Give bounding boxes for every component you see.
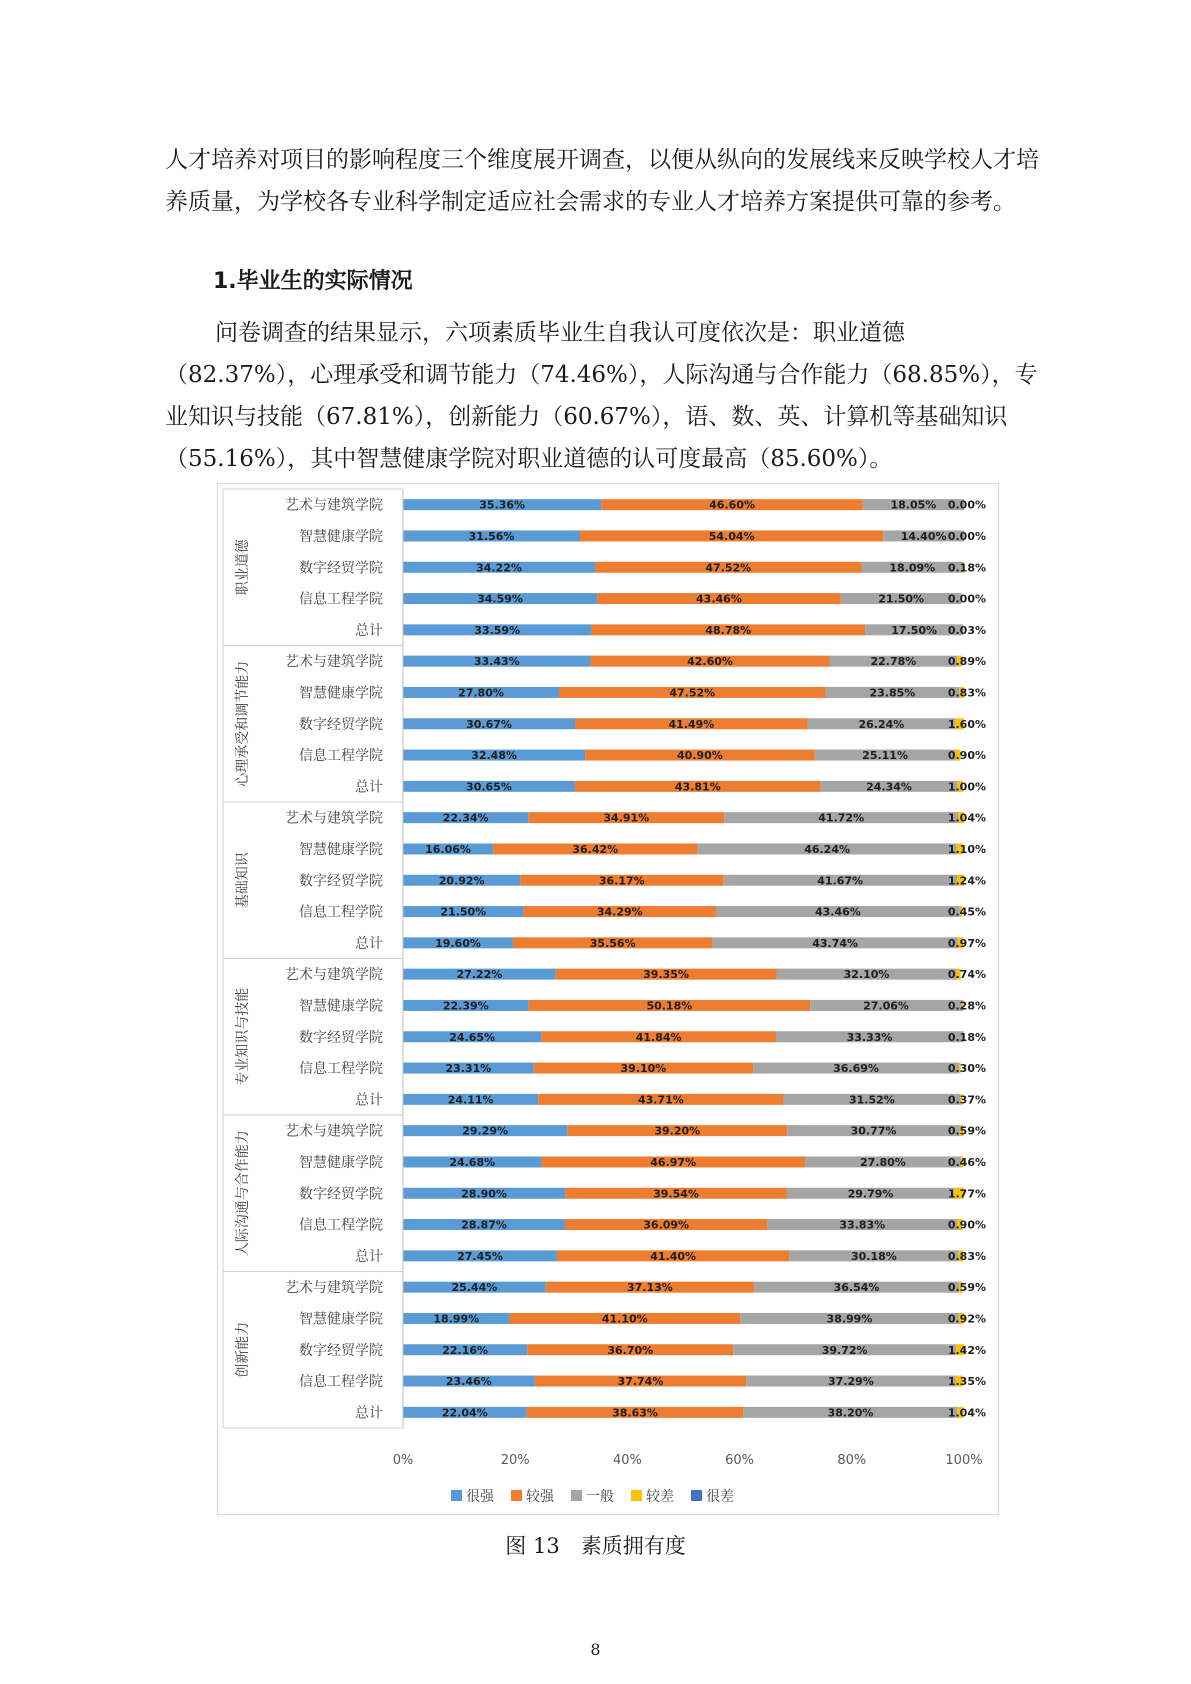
data-label: 41.67% [817,874,864,888]
data-label: 25.44% [451,1281,498,1295]
data-label: 43.46% [814,905,861,919]
data-label: 22.39% [442,999,489,1013]
row-label: 总计 [355,935,383,952]
data-label: 41.40% [650,1249,697,1263]
data-label: 22.78% [870,655,917,669]
row-label: 艺术与建筑学院 [285,1280,383,1297]
data-label: 34.91% [603,811,650,825]
data-label: 27.45% [457,1249,503,1263]
row-label: 艺术与建筑学院 [285,497,383,514]
data-label: 38.99% [826,1312,873,1326]
data-label: 14.40% [900,529,947,543]
section-heading: 1.毕业生的实际情况 [213,269,413,294]
data-label: 31.52% [848,1093,895,1107]
data-label: 1.60% [947,717,986,731]
data-label: 0.90% [947,749,986,763]
data-label: 23.46% [445,1375,492,1389]
legend-label: 较强 [526,1489,554,1505]
data-label: 39.54% [653,1187,699,1201]
data-label: 30.67% [466,717,512,731]
figure-caption: 图 13 素质拥有度 [505,1534,686,1558]
data-label: 25.11% [862,749,909,763]
group-label: 专业知识与技能 [235,987,251,1086]
data-label: 27.80% [458,686,504,700]
data-label: 24.65% [449,1030,496,1044]
data-label: 38.63% [612,1406,658,1420]
data-label: 43.81% [674,780,721,794]
row-label: 艺术与建筑学院 [285,810,383,827]
data-label: 43.71% [637,1093,684,1107]
data-label: 37.29% [828,1375,874,1389]
group-label: 职业道德 [235,539,251,596]
legend-label: 很差 [706,1489,734,1505]
data-label: 48.78% [705,623,752,637]
data-label: 1.04% [947,811,986,825]
row-label: 信息工程学院 [299,1217,383,1234]
data-label: 39.35% [643,968,689,982]
data-label: 33.43% [473,655,520,669]
data-label: 27.22% [456,968,503,982]
legend-label: 一般 [586,1489,614,1505]
data-label: 26.24% [858,717,905,731]
legend-label: 较差 [646,1489,674,1505]
x-tick-label: 100% [945,1453,983,1468]
row-label: 智慧健康学院 [299,998,383,1015]
data-label: 0.37% [947,1093,986,1107]
data-label: 0.28% [947,999,986,1013]
data-label: 33.59% [474,623,521,637]
data-label: 0.00% [947,529,986,543]
data-label: 31.56% [468,529,515,543]
data-label: 30.77% [850,1124,897,1138]
data-label: 39.20% [654,1124,701,1138]
row-label: 信息工程学院 [299,748,383,765]
data-label: 43.74% [812,936,859,950]
row-label: 数字经贸学院 [299,1029,383,1046]
data-label: 1.04% [947,1406,986,1420]
data-label: 43.46% [696,592,742,606]
row-label: 数字经贸学院 [299,716,383,733]
data-label: 41.10% [601,1312,648,1326]
data-label: 29.79% [847,1187,894,1201]
data-label: 46.97% [650,1155,697,1169]
data-label: 22.16% [442,1343,489,1357]
data-label: 1.35% [947,1375,986,1389]
row-label: 总计 [355,622,383,639]
data-label: 33.33% [846,1030,893,1044]
data-label: 36.17% [598,874,645,888]
legend-label: 很强 [466,1489,494,1505]
data-label: 0.00% [947,592,986,606]
data-label: 1.77% [947,1187,986,1201]
data-label: 37.74% [617,1375,664,1389]
group-label: 人际沟通与合作能力 [235,1130,251,1257]
page-number: 8 [590,1640,601,1659]
data-label: 0.59% [947,1281,986,1295]
row-label: 智慧健康学院 [299,685,383,702]
data-label: 0.83% [947,1249,986,1263]
data-label: 18.99% [433,1312,480,1326]
data-label: 35.56% [589,936,636,950]
data-label: 34.22% [476,561,522,575]
data-label: 1.10% [947,842,986,856]
group-label: 基础知识 [235,852,251,909]
data-label: 30.18% [850,1249,897,1263]
body-paragraph-intro: 人才培养对项目的影响程度三个维度展开调查，以便从纵向的发展线来反映学校人才培养质量，为学校各专业科学制定适应社会需求的专业人才培养方案提供可靠的参考。 [165,147,1039,215]
data-label: 40.90% [677,749,723,763]
data-label: 41.72% [818,811,865,825]
data-label: 0.00% [947,498,986,512]
data-label: 24.68% [449,1155,496,1169]
data-label: 35.36% [479,498,526,512]
row-label: 信息工程学院 [299,1061,383,1078]
data-label: 41.84% [635,1030,682,1044]
legend-swatch [571,1490,582,1501]
data-label: 42.60% [687,655,733,669]
row-label: 艺术与建筑学院 [285,967,383,984]
data-label: 0.90% [947,1218,986,1232]
data-label: 23.85% [869,686,916,700]
data-label: 28.87% [461,1218,507,1232]
legend-swatch [451,1490,462,1501]
row-label: 总计 [355,1092,383,1109]
row-label: 信息工程学院 [299,591,383,608]
data-label: 46.24% [804,842,851,856]
data-label: 19.60% [435,936,481,950]
data-label: 0.59% [947,1124,986,1138]
data-label: 16.06% [425,842,471,856]
x-tick-label: 0% [392,1453,414,1468]
data-label: 36.54% [833,1281,880,1295]
data-label: 50.18% [646,999,693,1013]
data-label: 36.42% [572,842,619,856]
row-label: 智慧健康学院 [299,1154,383,1171]
row-label: 智慧健康学院 [299,841,383,858]
data-label: 20.92% [438,874,485,888]
data-label: 22.34% [442,811,489,825]
group-label: 创新能力 [235,1321,251,1378]
data-label: 21.50% [440,905,487,919]
data-label: 18.05% [890,498,937,512]
data-label: 36.69% [833,1062,879,1076]
data-label: 36.70% [607,1343,654,1357]
data-label: 0.30% [947,1062,986,1076]
legend-swatch [691,1490,702,1501]
data-label: 1.24% [947,874,986,888]
data-label: 28.90% [461,1187,507,1201]
data-label: 0.97% [947,936,986,950]
x-tick-label: 80% [837,1453,867,1468]
data-label: 24.34% [866,780,912,794]
row-label: 艺术与建筑学院 [285,1123,383,1140]
row-label: 信息工程学院 [299,904,383,921]
row-label: 总计 [355,779,383,796]
data-label: 0.92% [947,1312,986,1326]
data-label: 1.42% [947,1343,986,1357]
data-label: 0.74% [947,968,986,982]
data-label: 0.83% [947,686,986,700]
data-label: 18.09% [889,561,936,575]
data-label: 34.29% [596,905,643,919]
row-label: 艺术与建筑学院 [285,654,383,671]
data-label: 29.29% [462,1124,509,1138]
row-label: 信息工程学院 [299,1374,383,1391]
data-label: 0.46% [947,1155,986,1169]
data-label: 0.03% [947,623,986,637]
data-label: 38.20% [827,1406,874,1420]
legend-swatch [631,1490,642,1501]
row-label: 总计 [355,1405,383,1422]
data-label: 22.04% [441,1406,488,1420]
x-tick-label: 60% [725,1453,755,1468]
data-label: 33.83% [839,1218,886,1232]
data-label: 37.13% [626,1281,673,1295]
row-label: 智慧健康学院 [299,528,383,545]
data-label: 0.89% [947,655,986,669]
data-label: 32.48% [471,749,518,763]
data-label: 0.18% [947,561,986,575]
data-label: 30.65% [466,780,512,794]
data-label: 17.50% [891,623,938,637]
data-label: 0.18% [947,1030,986,1044]
group-label: 心理承受和调节能力 [235,660,251,787]
body-paragraph-results: 问卷调查的结果显示，六项素质毕业生自我认可度依次是：职业道德（82.37%），心理承受和调节能力（74.46%），人际沟通与合作能力（68.85%），专业知识与技能（67.81%），创新能力（60.67%），语、数、英、计算机等基础知识（55.16%），其中智慧健康学院对职业道德的认可度最高（85.60%）。 [165,320,1038,472]
row-label: 总计 [355,1248,383,1265]
data-label: 1.00% [947,780,986,794]
data-label: 47.52% [705,561,752,575]
data-label: 47.52% [669,686,716,700]
row-label: 数字经贸学院 [299,1186,383,1203]
data-label: 41.49% [668,717,715,731]
data-label: 23.31% [445,1062,492,1076]
data-label: 27.80% [860,1155,906,1169]
data-label: 24.11% [447,1093,494,1107]
data-label: 0.45% [947,905,986,919]
row-label: 数字经贸学院 [299,873,383,890]
chart-canvas [218,484,998,1514]
data-label: 34.59% [477,592,523,606]
x-tick-label: 40% [612,1453,642,1468]
stacked-bar-chart [217,483,999,1515]
data-label: 27.06% [863,999,909,1013]
data-label: 39.72% [821,1343,868,1357]
data-label: 54.04% [708,529,755,543]
data-label: 39.10% [620,1062,667,1076]
legend-swatch [511,1490,522,1501]
row-label: 数字经贸学院 [299,560,383,577]
data-label: 32.10% [843,968,890,982]
data-label: 36.09% [643,1218,690,1232]
x-tick-label: 20% [500,1453,530,1468]
row-label: 智慧健康学院 [299,1311,383,1328]
data-label: 46.60% [709,498,755,512]
data-label: 21.50% [878,592,925,606]
row-label: 数字经贸学院 [299,1342,383,1359]
